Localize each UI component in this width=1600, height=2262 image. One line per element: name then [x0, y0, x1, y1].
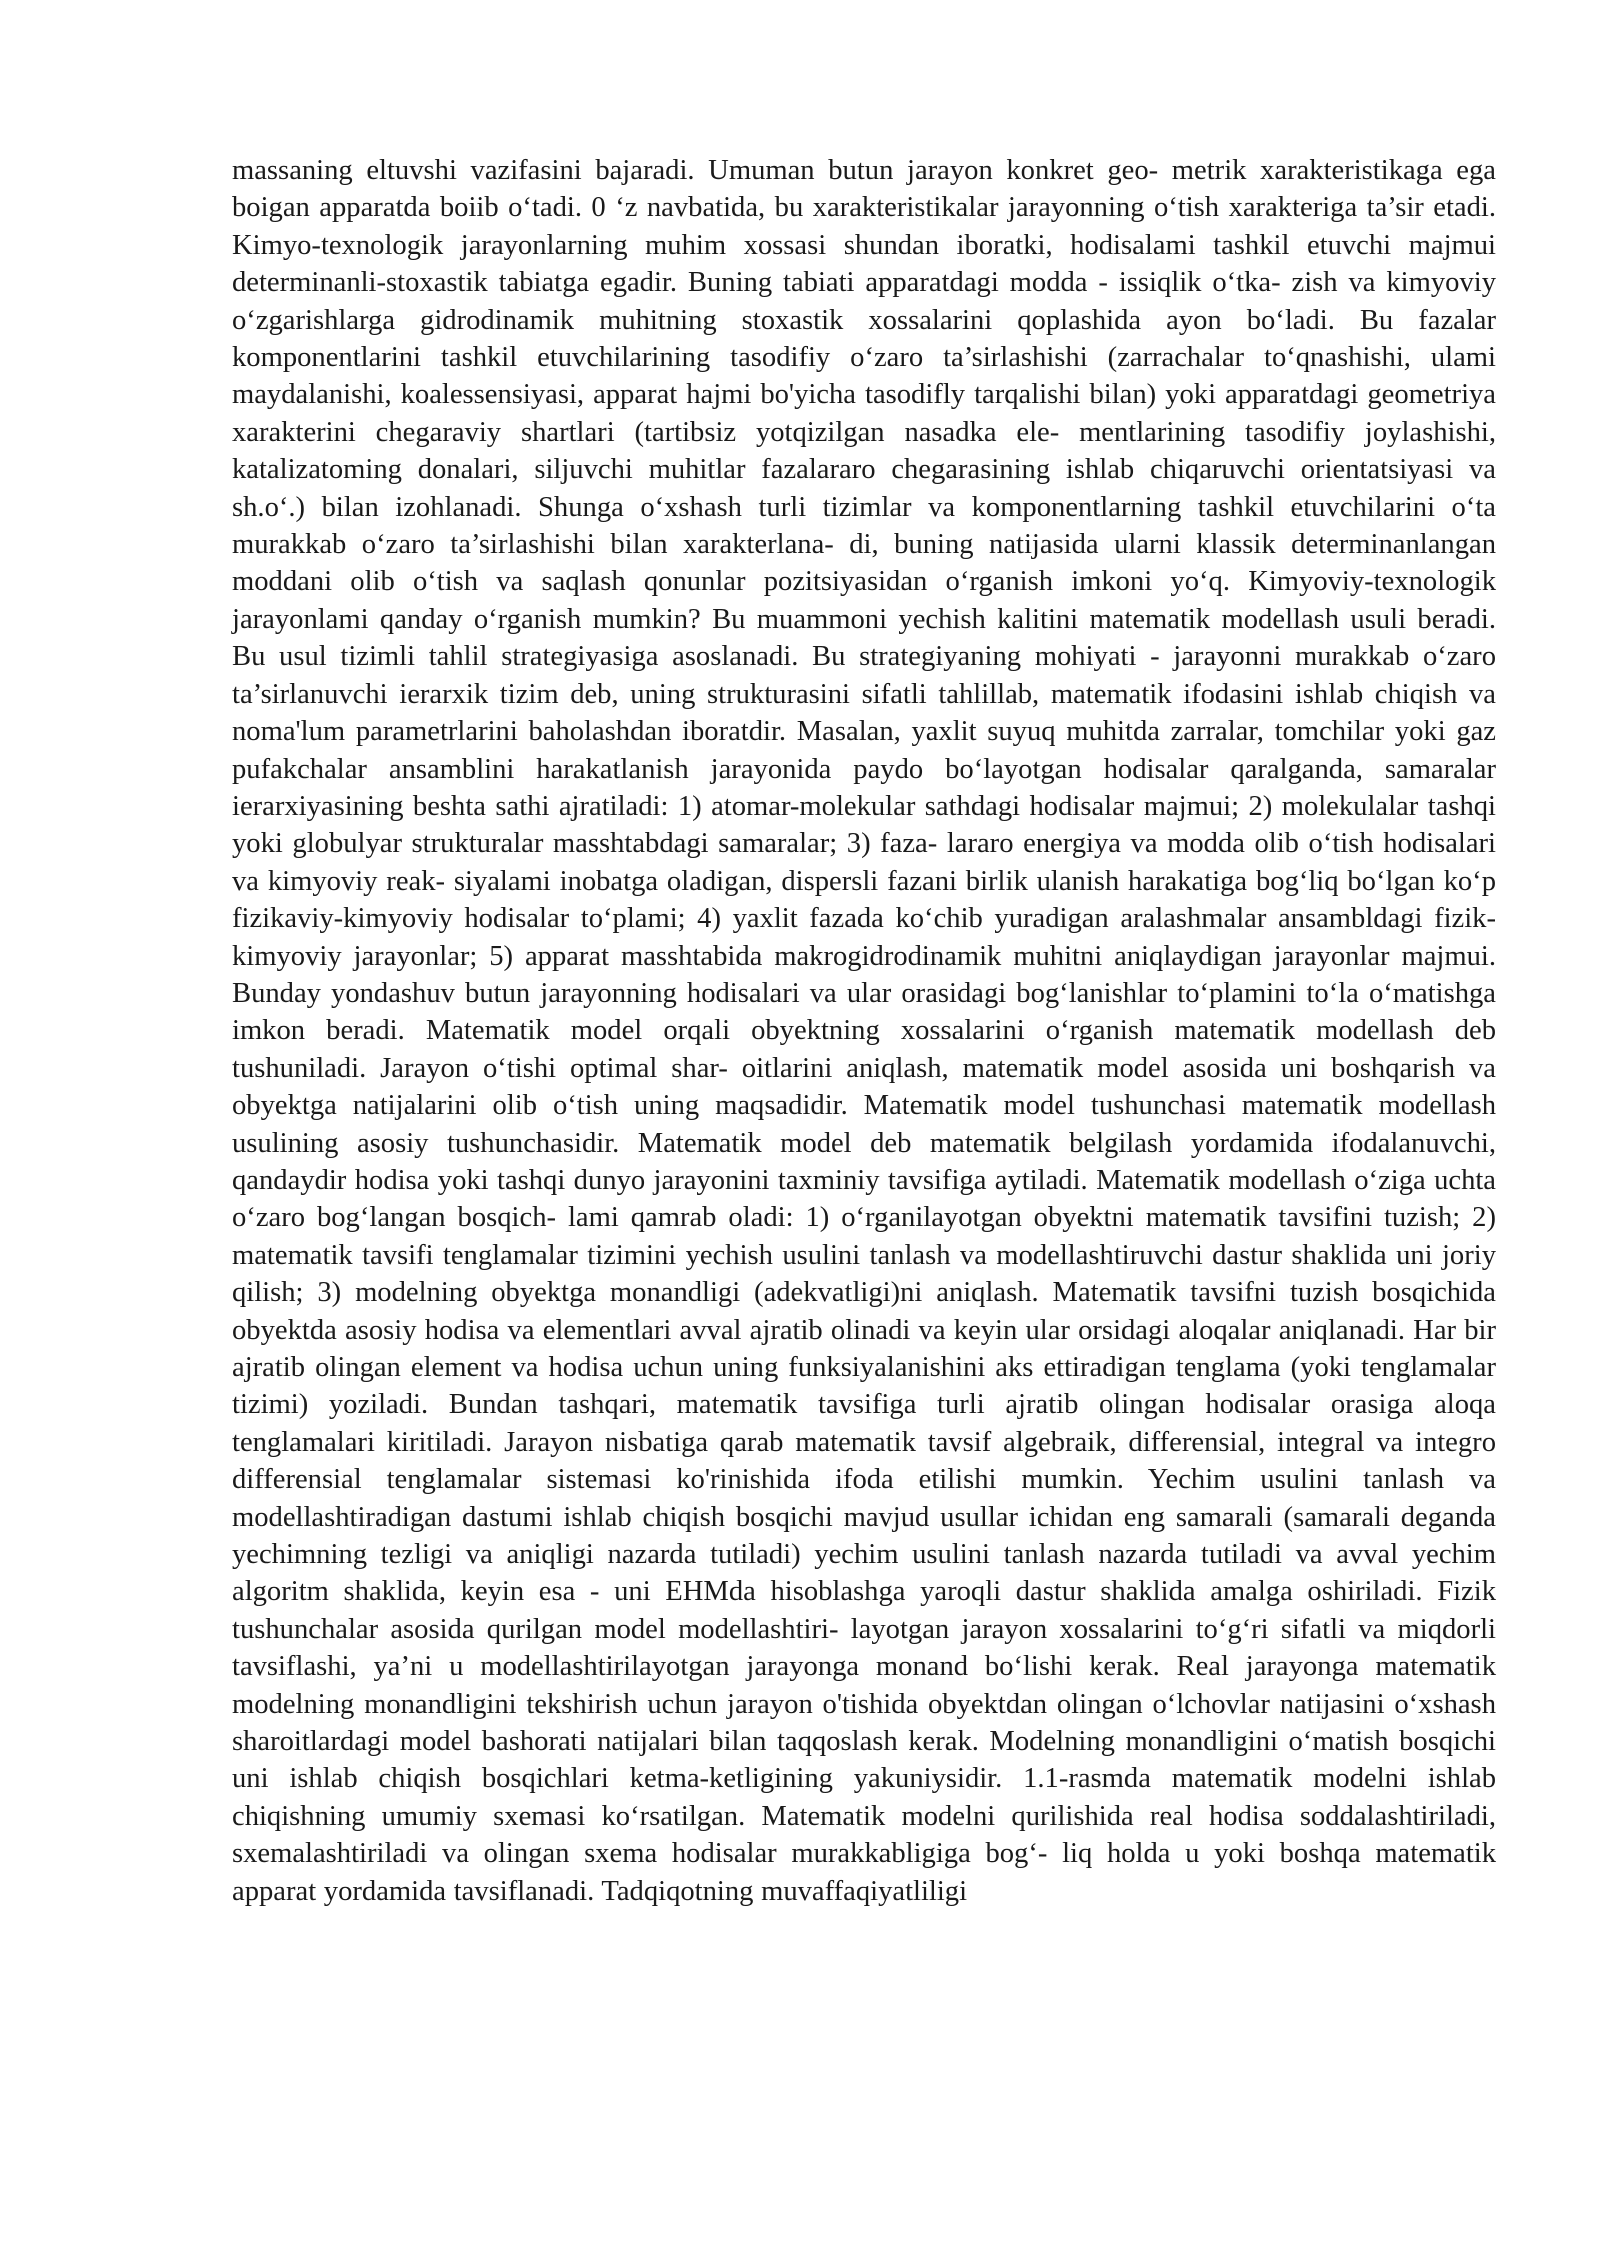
body-paragraph: massaning eltuvshi vazifasini bajaradi. Umuman butun jarayon konkret geo- metrik xarakteristikaga ega boigan apparatda boiib o‘tadi. 0 ‘z navbatida, bu xarakteristikalar jarayonning o‘tish xarakteriga ta’sir etadi. Kimyo-texnologik jarayonlarning muhim xossasi shundan iboratki, hodisalami tashkil etuvchi majmui determinanli-stoxastik tabiatga egadir. Buning tabiati apparatdagi modda - issiqlik o‘tka- zish va kimyoviy o‘zgarishlarga gidrodinamik muhitning stoxastik xossalarini qoplashida ayon bo‘ladi. Bu fazalar komponentlarini tashkil etuvchilarining tasodifiy o‘zaro ta’sirlashishi (zarrachalar to‘qnashishi, ulami maydalanishi, koalessensiyasi, apparat hajmi bo'yicha tasodifly tarqalishi bilan) yoki apparatdagi geometriya xarakterini chegaraviy shartlari (tartibsiz yotqizilgan nasadka ele- mentlarining tasodifiy joylashishi, katalizatoming donalari, siljuvchi muhitlar fazalararo chegarasining ishlab chiqaruvchi orientatsiyasi va sh.o‘.) bilan izohlanadi. Shunga o‘xshash turli tizimlar va komponentlarning tashkil etuvchilarini o‘ta murakkab o‘zaro ta’sirlashishi bilan xarakterlana- di, buning natijasida ularni klassik determinanlangan moddani olib o‘tish va saqlash qonunlar pozitsiyasidan o‘rganish imkoni yo‘q. Kimyoviy-texnologik jarayonlami qanday o‘rganish mumkin? Bu muammoni yechish kalitini matematik modellash usuli beradi. Bu usul tizimli tahlil strategiyasiga asoslanadi. Bu strategiyaning mohiyati - jarayonni murakkab o‘zaro ta’sirlanuvchi ierarxik tizim deb, uning strukturasini sifatli tahlillab, matematik ifodasini ishlab chiqish va noma'lum parametrlarini baholashdan iboratdir. Masalan, yaxlit suyuq muhitda zarralar, tomchilar yoki gaz pufakchalar ansamblini harakatlanish jarayonida paydo bo‘layotgan hodisalar qaralganda, samaralar ierarxiyasining beshta sathi ajratiladi: 1) atomar-molekular sathdagi hodisalar majmui; 2) molekulalar tashqi yoki globulyar strukturalar masshtabdagi samaralar; 3) faza- lararo energiya va modda olib o‘tish hodisalari va kimyoviy reak- siyalami inobatga oladigan, dispersli fazani birlik ulanish harakatiga bog‘liq bo‘lgan ko‘p fizikaviy-kimyoviy hodisalar to‘plami; 4) yaxlit fazada ko‘chib yuradigan aralashmalar ansambldagi fizik- kimyoviy jarayonlar; 5) apparat masshtabida makrogidrodinamik muhitni aniqlaydigan jarayonlar majmui. Bunday yondashuv butun jarayonning hodisalari va ular orasidagi bog‘lanishlar to‘plamini to‘la o‘matishga imkon beradi. Matematik model orqali obyektning xossalarini o‘rganish matematik modellash deb tushuniladi. Jarayon o‘tishi optimal shar- oitlarini aniqlash, matematik model asosida uni boshqarish va obyektga natijalarini olib o‘tish uning maqsadidir. Matematik model tushunchasi matematik modellash usulining asosiy tushunchasidir. Matematik model deb matematik belgilash yordamida ifodalanuvchi, qandaydir hodisa yoki tashqi dunyo jarayonini taxminiy tavsifiga aytiladi. Matematik modellash o‘ziga uchta o‘zaro bog‘langan bosqich- lami qamrab oladi: 1) o‘rganilayotgan obyektni matematik tavsifini tuzish; 2) matematik tavsifi tenglamalar tizimini yechish usulini tanlash va modellashtiruvchi dastur shaklida uni joriy qilish; 3) modelning obyektga monandligi (adekvatligi)ni aniqlash. Matematik tavsifni tuzish bosqichida obyektda asosiy hodisa va elementlari avval ajratib olinadi va keyin ular orsidagi aloqalar aniqlanadi. Har bir ajratib olingan element va hodisa uchun uning funksiyalanishini aks ettiradigan tenglama (yoki tenglamalar tizimi) yoziladi. Bundan tashqari, matematik tavsifiga turli ajratib olingan hodisalar orasiga aloqa tenglamalari kiritiladi. Jarayon nisbatiga qarab matematik tavsif algebraik, differensial, integral va integro differensial tenglamalar sistemasi ko'rinishida ifoda etilishi mumkin. Yechim usulini tanlash va modellashtiradigan dastumi ishlab chiqish bosqichi mavjud usullar ichidan eng samarali (samarali deganda yechimning tezligi va aniqligi nazarda tutiladi) yechim usulini tanlash nazarda tutiladi va avval yechim algoritm shaklida, keyin esa - uni EHMda hisoblashga yaroqli dastur shaklida amalga oshiriladi. Fizik tushunchalar asosida qurilgan model modellashtiri- layotgan jarayon xossalarini to‘g‘ri sifatli va miqdorli tavsiflashi, ya’ni u modellashtirilayotgan jarayonga monand bo‘lishi kerak. Real jarayonga matematik modelning monandligini tekshirish uchun jarayon o'tishida obyektdan olingan o‘lchovlar natijasini o‘xshash sharoitlardagi model bashorati natijalari bilan taqqoslash kerak. Modelning monandligini o‘matish bosqichi uni ishlab chiqish bosqichlari ketma-ketligining yakuniysidir. 1.1-rasmda matematik modelni ishlab chiqishning umumiy sxemasi ko‘rsatilgan. Matematik modelni qurilishida real hodisa soddalashtiriladi, sxemalashtiriladi va olingan sxema hodisalar murakkabligiga bog‘- liq holda u yoki boshqa matematik apparat yordamida tavsiflanadi. Tadqiqotning muvaffaqiyatliligi — [232, 155, 1496, 1907]
document-page — [232, 152, 1496, 1910]
